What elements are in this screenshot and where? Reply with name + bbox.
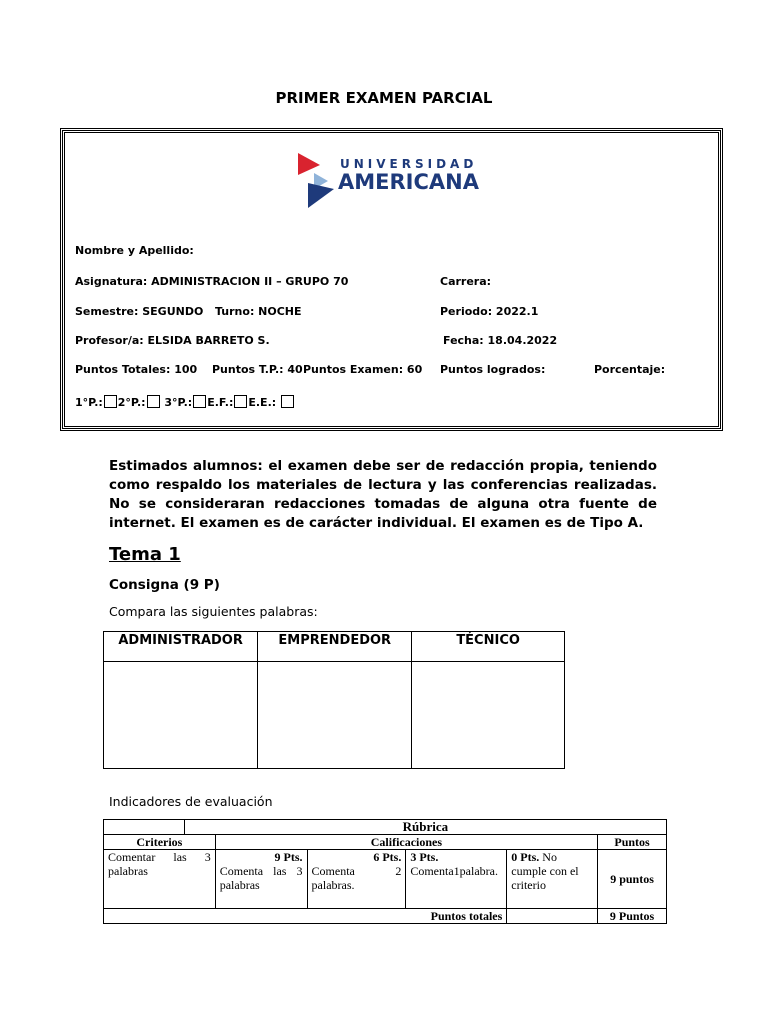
indicadores-label: Indicadores de evaluación (109, 794, 273, 809)
rubric-cell-3pts (406, 850, 507, 909)
rubric-total-value: 9 Puntos (598, 909, 667, 924)
logo-mark-icon (298, 153, 338, 211)
check-label-2p: 2°P.: (117, 396, 146, 409)
porcentaje-label: Porcentaje: (594, 363, 666, 376)
turno-label: Turno: NOCHE (215, 305, 302, 318)
profesor-label: Profesor/a: ELSIDA BARRETO S. (75, 334, 270, 347)
puntos-tp-label: Puntos T.P.: 40 (212, 363, 303, 376)
header-administrador: ADMINISTRADOR (104, 632, 258, 662)
rubric-6pts-head: 6 Pts. (373, 850, 402, 864)
rubric-criterios-header: Criterios (104, 835, 216, 850)
fecha-label: Fecha: 18.04.2022 (443, 334, 558, 347)
carrera-label: Carrera: (440, 275, 492, 288)
logo-line2: AMERICANA (338, 170, 479, 194)
rubric-6pts-text: Comenta 2 palabras. (311, 864, 402, 892)
rubric-total-empty (507, 909, 598, 924)
rubric-total-label: Puntos totales (104, 909, 507, 924)
compare-words-table (103, 631, 565, 769)
check-label-ef: E.F.: (207, 396, 234, 409)
university-logo (298, 153, 498, 213)
checkbox-ee[interactable] (281, 395, 294, 408)
rubric-criterio: Comentar las 3 palabras (104, 850, 216, 909)
exam-header-frame (60, 128, 723, 431)
semestre-label: Semestre: SEGUNDO (75, 305, 204, 318)
header-tecnico: TÉCNICO (412, 632, 565, 662)
checkbox-2p[interactable] (147, 395, 160, 408)
rubric-0pts-head: 0 Pts. (511, 850, 540, 864)
check-label-3p: 3°P.: (164, 396, 193, 409)
rubric-puntos-value: 9 puntos (598, 850, 667, 909)
page-title: PRIMER EXAMEN PARCIAL (275, 89, 493, 107)
exam-type-checkboxes (75, 395, 295, 409)
answer-cell-tecnico[interactable] (412, 662, 565, 769)
rubric-3pts-text: Comenta1palabra. (410, 864, 498, 878)
rubric-calificaciones-header: Calificaciones (215, 835, 597, 850)
rubric-title: Rúbrica (184, 820, 666, 835)
compara-instruction: Compara las siguientes palabras: (109, 604, 318, 619)
answer-cell-emprendedor[interactable] (258, 662, 412, 769)
rubric-3pts-head: 3 Pts. (410, 850, 439, 864)
checkbox-1p[interactable] (104, 395, 117, 408)
asignatura-label: Asignatura: ADMINISTRACION II – GRUPO 70 (75, 275, 349, 288)
intro-paragraph: Estimados alumnos: el examen debe ser de redacción propia, teniendo como respaldo los materiales de lectura y las conferencias realizadas. No se consideraran redacciones tomadas de alguna otra fuente de internet. El examen es de carácter individual. El examen es de Tipo A. (109, 458, 657, 531)
check-label-ee: E.E.: (248, 396, 277, 409)
rubric-9pts-head: 9 Pts. (274, 850, 303, 864)
check-label-1p: 1°P.: (75, 396, 103, 409)
nombre-label: Nombre y Apellido: (75, 244, 194, 257)
logo-line1: UNIVERSIDAD (340, 157, 478, 171)
rubric-cell-0pts (507, 850, 598, 909)
answer-cell-administrador[interactable] (104, 662, 258, 769)
puntos-totales-label: Puntos Totales: 100 (75, 363, 198, 376)
periodo-label: Periodo: 2022.1 (440, 305, 539, 318)
rubric-0pts-text: No cumple con el criterio (511, 850, 579, 892)
header-emprendedor: EMPRENDEDOR (258, 632, 412, 662)
checkbox-3p[interactable] (193, 395, 206, 408)
tema-heading: Tema 1 (109, 544, 181, 565)
rubric-puntos-header: Puntos (598, 835, 667, 850)
rubric-cell-6pts (307, 850, 406, 909)
checkbox-ef[interactable] (234, 395, 247, 408)
puntos-examen-label: Puntos Examen: 60 (303, 363, 423, 376)
consigna-heading: Consigna (9 P) (109, 577, 220, 593)
rubric-cell-9pts (215, 850, 307, 909)
rubric-9pts-text: Comenta las 3 palabras (219, 864, 303, 892)
puntos-logrados-label: Puntos logrados: (440, 363, 546, 376)
rubric-table (103, 819, 667, 924)
